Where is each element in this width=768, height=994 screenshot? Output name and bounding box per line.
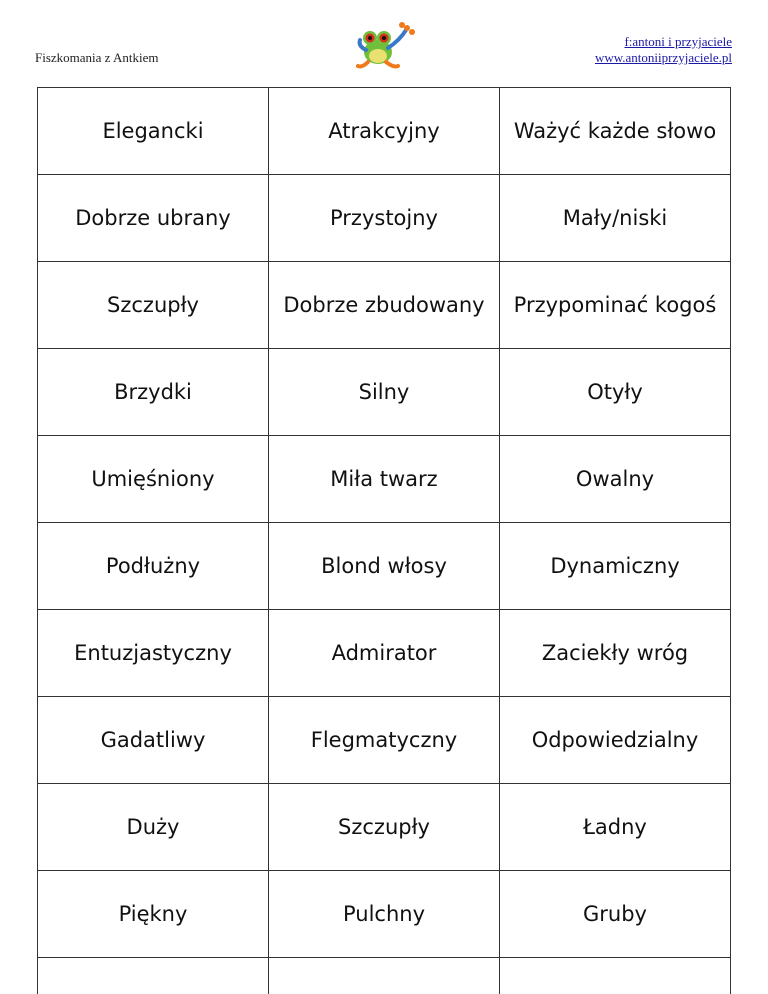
card: Ładny (499, 784, 731, 870)
card: Entuzjastyczny (37, 610, 268, 696)
card-row (37, 697, 731, 784)
card: Silny (268, 349, 499, 435)
card: Gadatliwy (37, 697, 268, 783)
card: Miła twarz (268, 436, 499, 522)
card: Dobrze ubrany (37, 175, 268, 261)
card: Elegancki (37, 88, 268, 174)
card-row (37, 784, 731, 871)
card-row (37, 262, 731, 349)
header-links (595, 34, 732, 66)
website-link[interactable]: www.antoniiprzyjaciele.pl (594, 50, 732, 65)
card: Duży (37, 784, 268, 870)
card: Przypominać kogoś (499, 262, 731, 348)
card-row (37, 436, 731, 523)
card: Owalny (499, 436, 731, 522)
card: Brzydki (37, 349, 268, 435)
card-row (37, 349, 731, 436)
card: Dynamiczny (499, 523, 731, 609)
frog-logo-icon (356, 22, 418, 74)
card: Admirator (268, 610, 499, 696)
card: Piękny (37, 871, 268, 957)
card: Mały/niski (499, 175, 731, 261)
card: Pulchny (268, 871, 499, 957)
card-row (37, 175, 731, 262)
card: Szczupły (37, 262, 268, 348)
card: Szczupły (268, 784, 499, 870)
flashcard-grid (37, 87, 731, 958)
card: Dobrze zbudowany (268, 262, 499, 348)
facebook-link[interactable]: f:antoni i przyjaciele (624, 34, 732, 49)
card: Blond włosy (268, 523, 499, 609)
card-row (37, 88, 731, 175)
card: Gruby (499, 871, 731, 957)
card: Flegmatyczny (268, 697, 499, 783)
card: Odpowiedzialny (499, 697, 731, 783)
card: Umięśniony (37, 436, 268, 522)
card-row (37, 523, 731, 610)
card: Podłużny (37, 523, 268, 609)
header-title: Fiszkomania z Antkiem (35, 50, 159, 65)
card: Atrakcyjny (268, 88, 499, 174)
card-row (37, 610, 731, 697)
card: Otyły (499, 349, 731, 435)
card: Zaciekły wróg (499, 610, 731, 696)
card: Ważyć każde słowo (499, 88, 731, 174)
card: Przystojny (268, 175, 499, 261)
grid-tail (37, 955, 731, 994)
card-row (37, 871, 731, 958)
